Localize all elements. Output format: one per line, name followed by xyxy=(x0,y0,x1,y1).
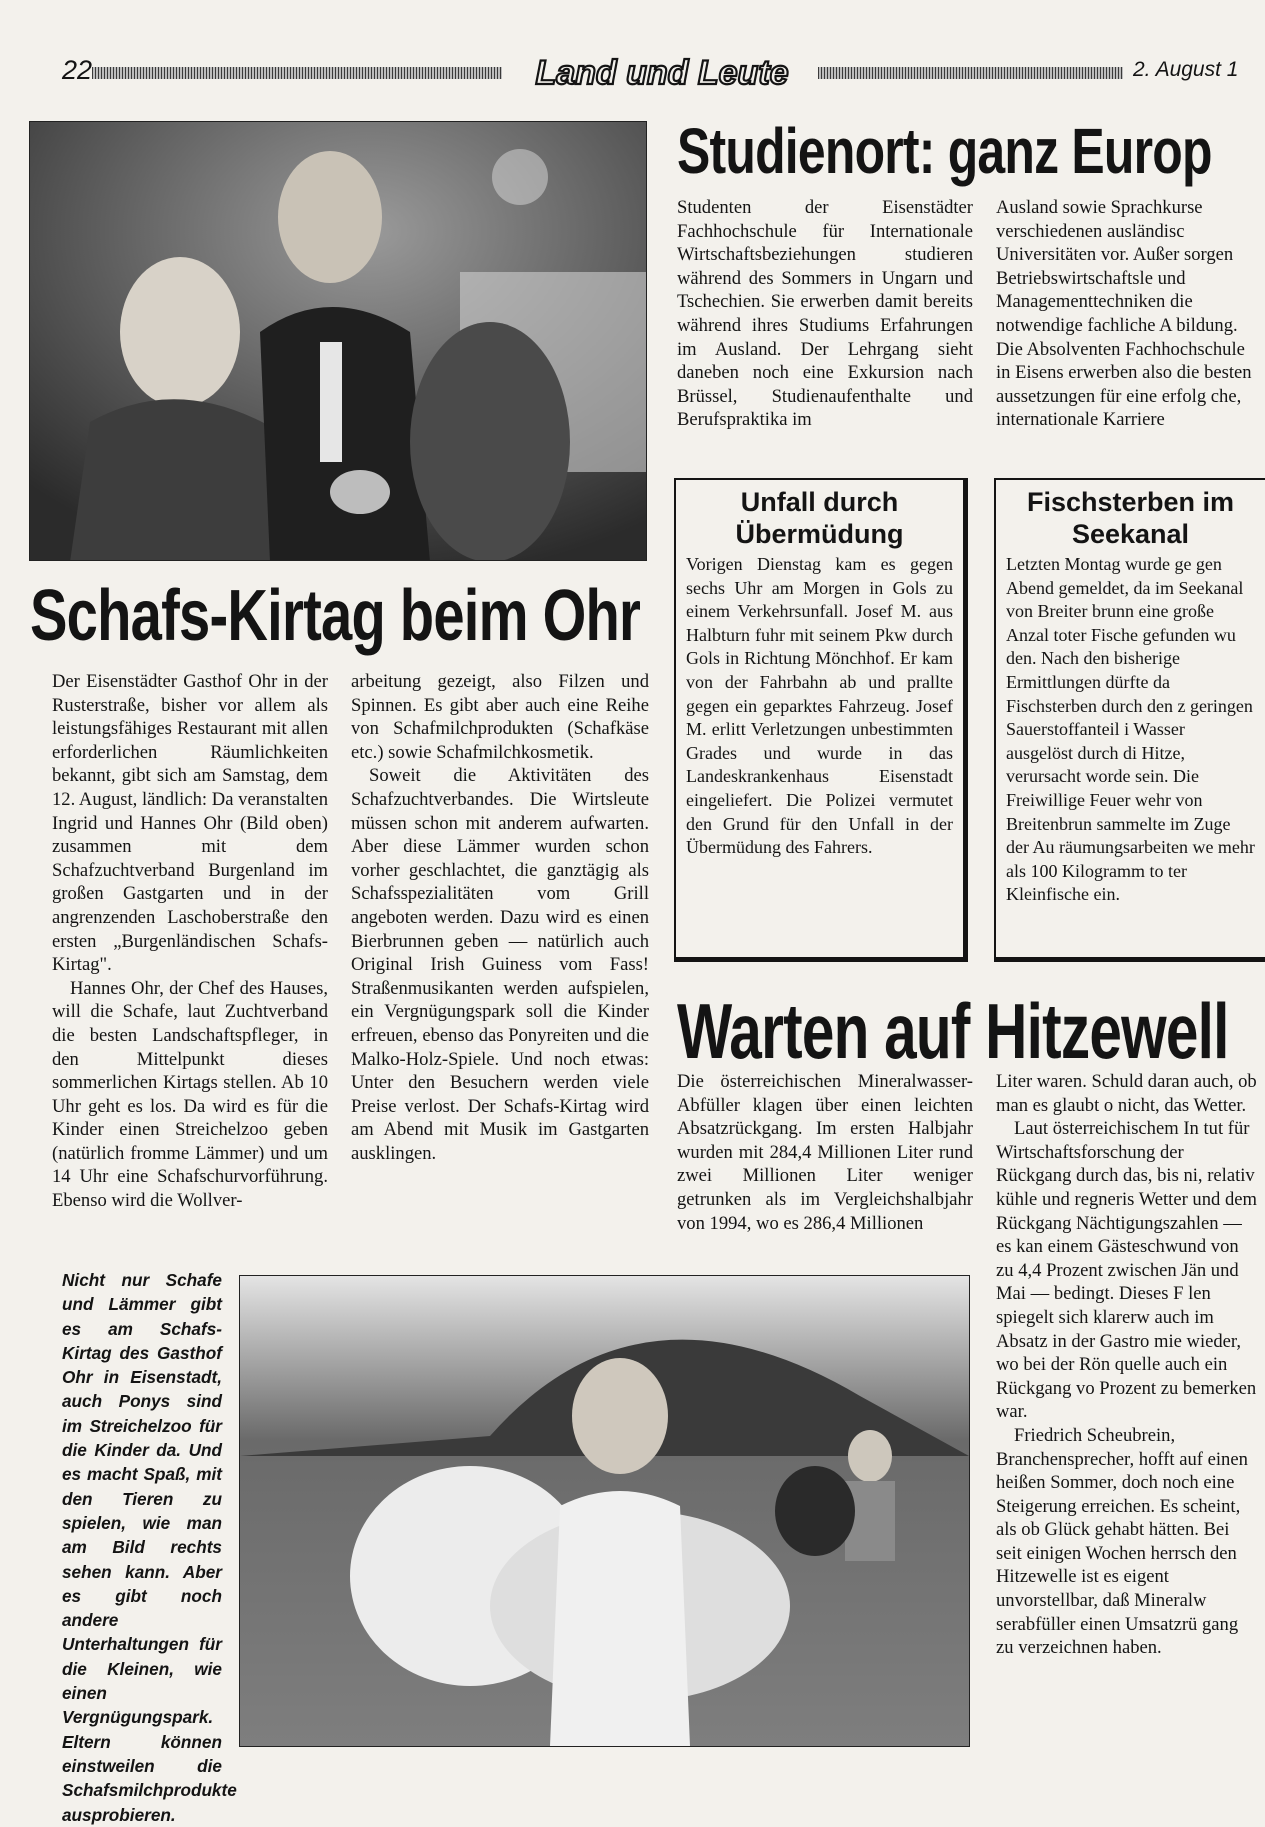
news-box-fischsterben-text: Letzten Montag wurde ge gen Abend gemeldet, da im Seekanal von Breiter brunn eine große Anzal toter Fische gefunden wu den. Nach den bisherige Ermittlungen dürfte da Fischsterben durch den z geringen Sauerstoffanteil i Wasser ausgelöst durch di Hitze, verursacht worde sein. Die Freiwillige Feuer wehr von Breitenbrun sammelte im Zuge der Au räumungsarbeiten we mehr als 100 Kilogramm to ter Kleinfische ein. xyxy=(1006,554,1255,905)
schafs-column-2 xyxy=(351,670,649,1165)
news-box-fischsterben xyxy=(994,478,1265,962)
schafs-column-1 xyxy=(52,670,328,1213)
news-box-unfall xyxy=(674,478,968,962)
news-box-fischsterben-title: Fischsterben im Seekanal xyxy=(1026,487,1235,549)
studienort-column-1: Studenten der Eisenstädter Fachhochschule für Internationale Wirtschaftsbeziehungen studieren während des Sommers in Ungarn und Tschechien. Sie erwerben damit bereits während ihres Studiums Erfahrungen im Ausland. Der Lehrgang sieht daneben noch eine Exkursion nach Brüssel, Studienaufenthalte und Berufspraktika im xyxy=(677,197,973,431)
schafs-paragraph: Soweit die Aktivitäten des Schafzuchtverbandes. Die Wirtsleute müssen schon mit anderem aufwarten. Aber diese Lämmer wurden schon vorher geschlachtet, die ganztägig als Schafsspezialitäten vom Grill angeboten werden. Dazu wird es einen Bierbrunnen geben — natürlich auch Original Irish Guiness vom Fass! Straßenmusikanten werden aufspielen, ein Vergnügungspark soll die Kinder erfreuen, ebenso das Ponyreiten und die Malko-Holz-Spiele. Und noch etwas: Unter den Besuchern werden viele Preise verlost. Der Schafs-Kirtag wird am Abend mit Musik im Gastgarten ausklingen. xyxy=(351,765,649,1164)
headline-studienort xyxy=(677,115,1257,187)
headline-hitzewelle xyxy=(677,987,1257,1075)
page-number: 22 xyxy=(62,55,93,85)
hitzewelle-paragraph: Liter waren. Schuld daran auch, ob man es glaubt o nicht, das Wetter. xyxy=(996,1071,1257,1116)
photo-pony-girl xyxy=(239,1275,970,1747)
photo-ohr-couple xyxy=(29,121,647,561)
hitzewelle-column-2 xyxy=(996,1070,1258,1760)
section-title: Land und Leute xyxy=(535,54,789,92)
section-logo xyxy=(512,50,812,94)
hitzewelle-paragraph: Laut österreichischem In tut für Wirtschaftsforschung der Rückgang durch das, bis ni, relativ kühle und regneris Wetter und dem Rückgang Nächtigungszahlen — es kan einem Gästeschwund von zu 4,4 Prozent zwischen Jän und Mai — bedingt. Dieses F len spiegelt sich klarerw auch im Absatz in der Gastro mie wieder, wo bei der Rön quelle auch ein Rückgang vo Prozent zu bemerken war. xyxy=(996,1118,1257,1423)
news-box-unfall-text: Vorigen Dienstag kam es gegen sechs Uhr am Morgen in Gols zu einem Verkehrsunfall. Josef M. aus Halbturn fuhr mit seinem Pkw durch Gols in Richtung Mönchhof. Er kam von der Fahrbahn ab und prallte gegen ein geparktes Fahrzeug. Josef M. erlitt Verletzungen unbestimmten Grades und wurde in das Landeskrankenhaus Eisenstadt eingeliefert. Die Polizei vermutet den Grund für den Unfall in der Übermüdung des Fahrers. xyxy=(686,554,953,858)
hitzewelle-paragraph: Friedrich Scheubrein, Branchensprecher, hofft auf einen heißen Sommer, doch noch eine Steigerung erreichen. Es scheint, als ob Glück gehabt hätten. Bei seit einigen Wochen herrsch den Hitzewelle ist es eigent unvorstellbar, daß Mineralw serabfüller einen Umsatzrü gang zu verzeichnen haben. xyxy=(996,1424,1248,1659)
hitzewelle-column-1: Die österreichischen Mineralwasser-Abfüller klagen über einen leichten Absatzrückgang. Im ersten Halbjahr wurden mit 284,4 Millionen Liter rund zwei Millionen Liter weniger getrunken als im Vergleichshalbjahr von 1994, wo es 286,4 Millionen xyxy=(677,1071,973,1234)
header-rule-right xyxy=(818,67,1123,79)
news-box-unfall-title: Unfall durch Übermüdung xyxy=(735,487,904,549)
studienort-column-2: Ausland sowie Sprachkurse verschiedenen ausländisc Universitäten vor. Außer sorgen Betriebswirtschaftsle und Managementtechniken die notwendige fachliche A bildung. Die Absolventen Fachhochschule in Eisens erwerben also die besten aussetzungen für eine erfolg che, internationale Karriere xyxy=(996,197,1252,431)
schafs-paragraph: Der Eisenstädter Gasthof Ohr in der Rusterstraße, bisher vor allem als leistungsfähiges Restaurant mit allen erforderlichen Räumlichkeiten bekannt, gibt sich am Samstag, dem 12. August, ländlich: Da veranstalten Ingrid und Hannes Ohr (Bild oben) zusammen mit dem Schafzuchtverband Burgenland im großen Gastgarten und in der angrenzenden Laschoberstraße den ersten „Burgenländischen Schafs-Kirtag". xyxy=(52,671,328,976)
headline-schafs-kirtag-text: Schafs-Kirtag beim Ohr xyxy=(30,576,641,656)
schafs-paragraph: arbeitung gezeigt, also Filzen und Spinnen. Es gibt aber auch eine Reihe von Schafmilchprodukten (Schafkäse etc.) sowie Schafmilchkosmetik. xyxy=(351,671,649,763)
headline-hitzewelle-text: Warten auf Hitzewell xyxy=(677,987,1229,1075)
header-rule-left xyxy=(92,67,502,79)
headline-studienort-text: Studienort: ganz Europ xyxy=(677,115,1212,187)
headline-schafs-kirtag xyxy=(30,576,650,656)
photo-caption-pony: Nicht nur Schafe und Lämmer gibt es am Schafs-Kirtag des Gasthof Ohr in Eisenstadt, auch Ponys sind im Streichelzoo für die Kinder da. Und es macht Spaß, mit den Tieren zu spielen, wie man am Bild rechts sehen kann. Aber es gibt noch andere Unterhaltungen für die Kleinen, wie einen Vergnügungspark. Eltern können einstweilen die Schafsmilchprodukte ausprobieren. xyxy=(62,1270,237,1825)
schafs-paragraph: Hannes Ohr, der Chef des Hauses, will die Schafe, laut Zuchtverband die besten Landschaftspfleger, in den Mittelpunkt dieses sommerlichen Kirtags stellen. Ab 10 Uhr geht es los. Da wird es für die Kinder einen Streichelzoo geben (natürlich fromme Lämmer) und um 14 Uhr eine Schafschurvorführung. Ebenso wird die Wollver- xyxy=(52,977,328,1212)
issue-date: 2. August 1 xyxy=(1133,58,1239,81)
